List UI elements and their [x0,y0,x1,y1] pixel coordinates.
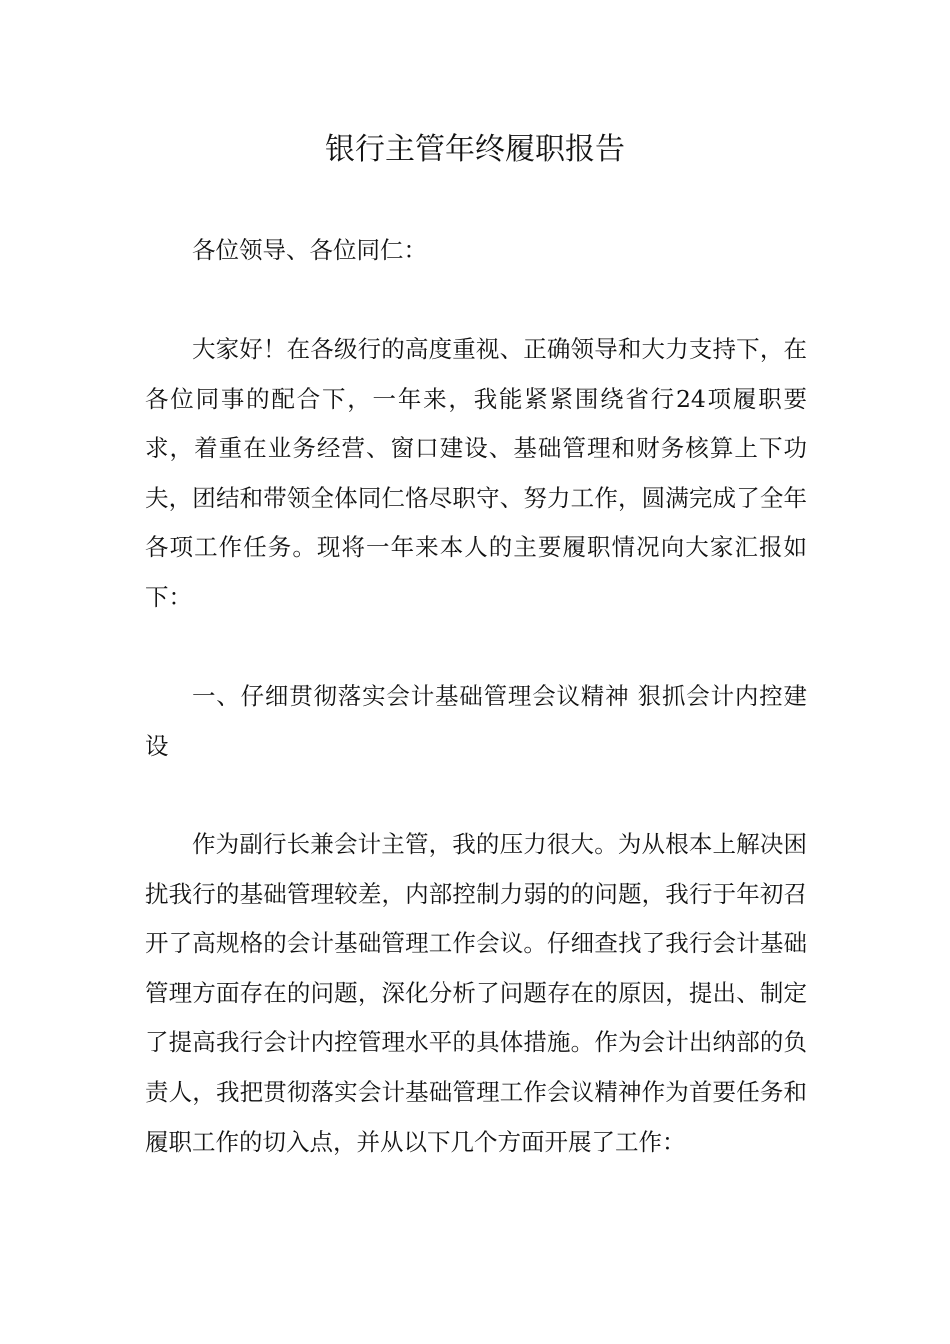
document-title: 银行主管年终履职报告 [325,132,625,167]
section-body-paragraph: 作为副行长兼会计主管，我的压力很大。为从根本上解决困扰我行的基础管理较差，内部控制力弱的的问题，我行于年初召开了高规格的会计基础管理工作会议。仔细查找了我行会计基础管理方面存在的问题，深化分析了问题存在的原因，提出、制定了提高我行会计内控管理水平的具体措施。作为会计出纳部的负责人，我把贯彻落实会计基础管理工作会议精神作为首要任务和履职工作的切入点，并从以下几个方面开展了工作： [145,830,807,1156]
section-heading: 一、仔细贯彻落实会计基础管理会议精神 狠抓会计内控建设 [145,682,807,760]
salutation-paragraph: 各位领导、各位同仁： [192,236,427,264]
intro-paragraph: 大家好！在各级行的高度重视、正确领导和大力支持下，在各位同事的配合下，一年来，我能紧紧围绕省行24项履职要求，着重在业务经营、窗口建设、基础管理和财务核算上下功夫，团结和带领全体同仁恪尽职守、努力工作，圆满完成了全年各项工作任务。现将一年来本人的主要履职情况向大家汇报如下： [145,335,807,611]
